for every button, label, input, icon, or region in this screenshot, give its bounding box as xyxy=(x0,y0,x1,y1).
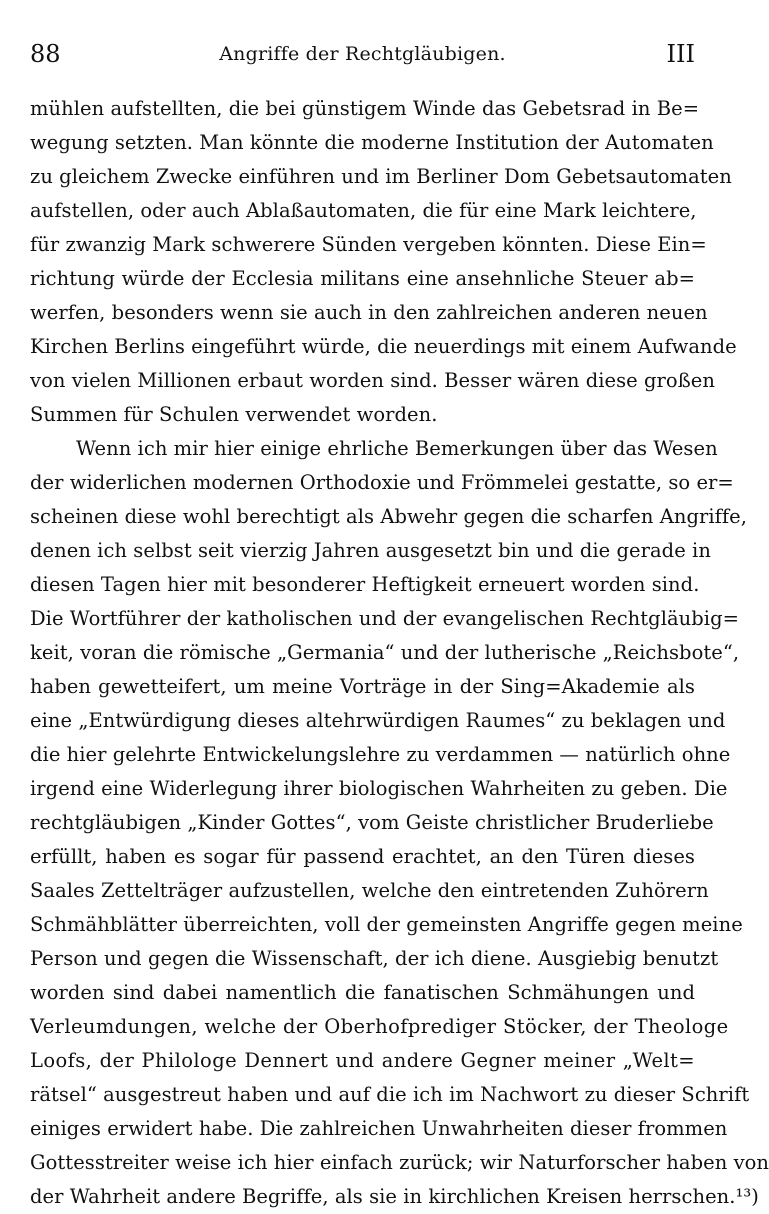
body-text xyxy=(30,92,769,1214)
text-line: der widerlichen modernen Orthodoxie und Frömmelei gestatte, so er= xyxy=(30,471,734,494)
text-line: zu gleichem Zwecke einführen und im Berliner Dom Gebetsautomaten xyxy=(30,165,732,188)
text-line: wegung setzten. Man könnte die moderne Institution der Automaten xyxy=(30,131,714,154)
text-line: eine „Entwürdigung dieses altehrwürdigen Raumes“ zu beklagen und xyxy=(30,709,726,732)
text-line: für zwanzig Mark schwerere Sünden vergeben könnten. Diese Ein= xyxy=(30,233,707,256)
text-line: Gottesstreiter weise ich hier einfach zurück; wir Naturforscher haben von xyxy=(30,1151,769,1174)
text-line: der Wahrheit andere Begriffe, als sie in kirchlichen Kreisen herrschen.¹³) xyxy=(30,1185,759,1208)
text-line: irgend eine Widerlegung ihrer biologischen Wahrheiten zu geben. Die xyxy=(30,777,728,800)
text-line: Loofs, der Philologe Dennert und andere Gegner meiner „Welt= xyxy=(30,1049,695,1072)
text-line: die hier gelehrte Entwickelungslehre zu verdammen — natürlich ohne xyxy=(30,743,731,766)
text-line: erfüllt, haben es sogar für passend erachtet, an den Türen dieses xyxy=(30,845,695,868)
text-line: Verleumdungen, welche der Oberhofprediger Stöcker, der Theologe xyxy=(30,1015,729,1038)
text-line: von vielen Millionen erbaut worden sind. Besser wären diese großen xyxy=(30,369,715,392)
text-line: aufstellen, oder auch Ablaßautomaten, die für eine Mark leichtere, xyxy=(30,199,697,222)
text-line: Wenn ich mir hier einige ehrliche Bemerkungen über das Wesen xyxy=(76,437,718,460)
text-line: scheinen diese wohl berechtigt als Abwehr gegen die scharfen Angriffe, xyxy=(30,505,748,528)
text-line: richtung würde der Ecclesia militans eine ansehnliche Steuer ab= xyxy=(30,267,695,290)
text-line: rechtgläubigen „Kinder Gottes“, vom Geiste christlicher Bruderliebe xyxy=(30,811,714,834)
text-line: Die Wortführer der katholischen und der evangelischen Rechtgläubig= xyxy=(30,607,740,630)
text-line: Person und gegen die Wissenschaft, der ich diene. Ausgiebig benutzt xyxy=(30,947,719,970)
book-page xyxy=(30,28,769,1208)
text-line: keit, voran die römische „Germania“ und der lutherische „Reichsbote“, xyxy=(30,641,740,664)
text-line: rätsel“ ausgestreut haben und auf die ich im Nachwort zu dieser Schrift xyxy=(30,1083,750,1106)
page-header xyxy=(30,28,695,78)
paragraph-1 xyxy=(30,92,737,432)
text-line: diesen Tagen hier mit besonderer Heftigkeit erneuert worden sind. xyxy=(30,573,700,596)
text-line: denen ich selbst seit vierzig Jahren ausgesetzt bin und die gerade in xyxy=(30,539,711,562)
text-line: Schmähblätter überreichten, voll der gemeinsten Angriffe gegen meine xyxy=(30,913,743,936)
text-line: Kirchen Berlins eingeführt würde, die neuerdings mit einem Aufwande xyxy=(30,335,737,358)
text-line: worden sind dabei namentlich die fanatischen Schmähungen und xyxy=(30,981,695,1004)
chapter-number: III xyxy=(666,40,695,68)
text-line: Summen für Schulen verwendet worden. xyxy=(30,403,438,426)
text-line: haben gewetteifert, um meine Vorträge in der Sing=Akademie als xyxy=(30,675,695,698)
text-line: einiges erwidert habe. Die zahlreichen Unwahrheiten dieser frommen xyxy=(30,1117,728,1140)
page-number: 88 xyxy=(30,40,61,68)
text-line: mühlen aufstellten, die bei günstigem Winde das Gebetsrad in Be= xyxy=(30,97,700,120)
text-line: werfen, besonders wenn sie auch in den zahlreichen anderen neuen xyxy=(30,301,708,324)
paragraph-2 xyxy=(30,432,769,1214)
text-line: Saales Zettelträger aufzustellen, welche den eintretenden Zuhörern xyxy=(30,879,709,902)
running-title: Angriffe der Rechtgläubigen. xyxy=(219,43,506,65)
